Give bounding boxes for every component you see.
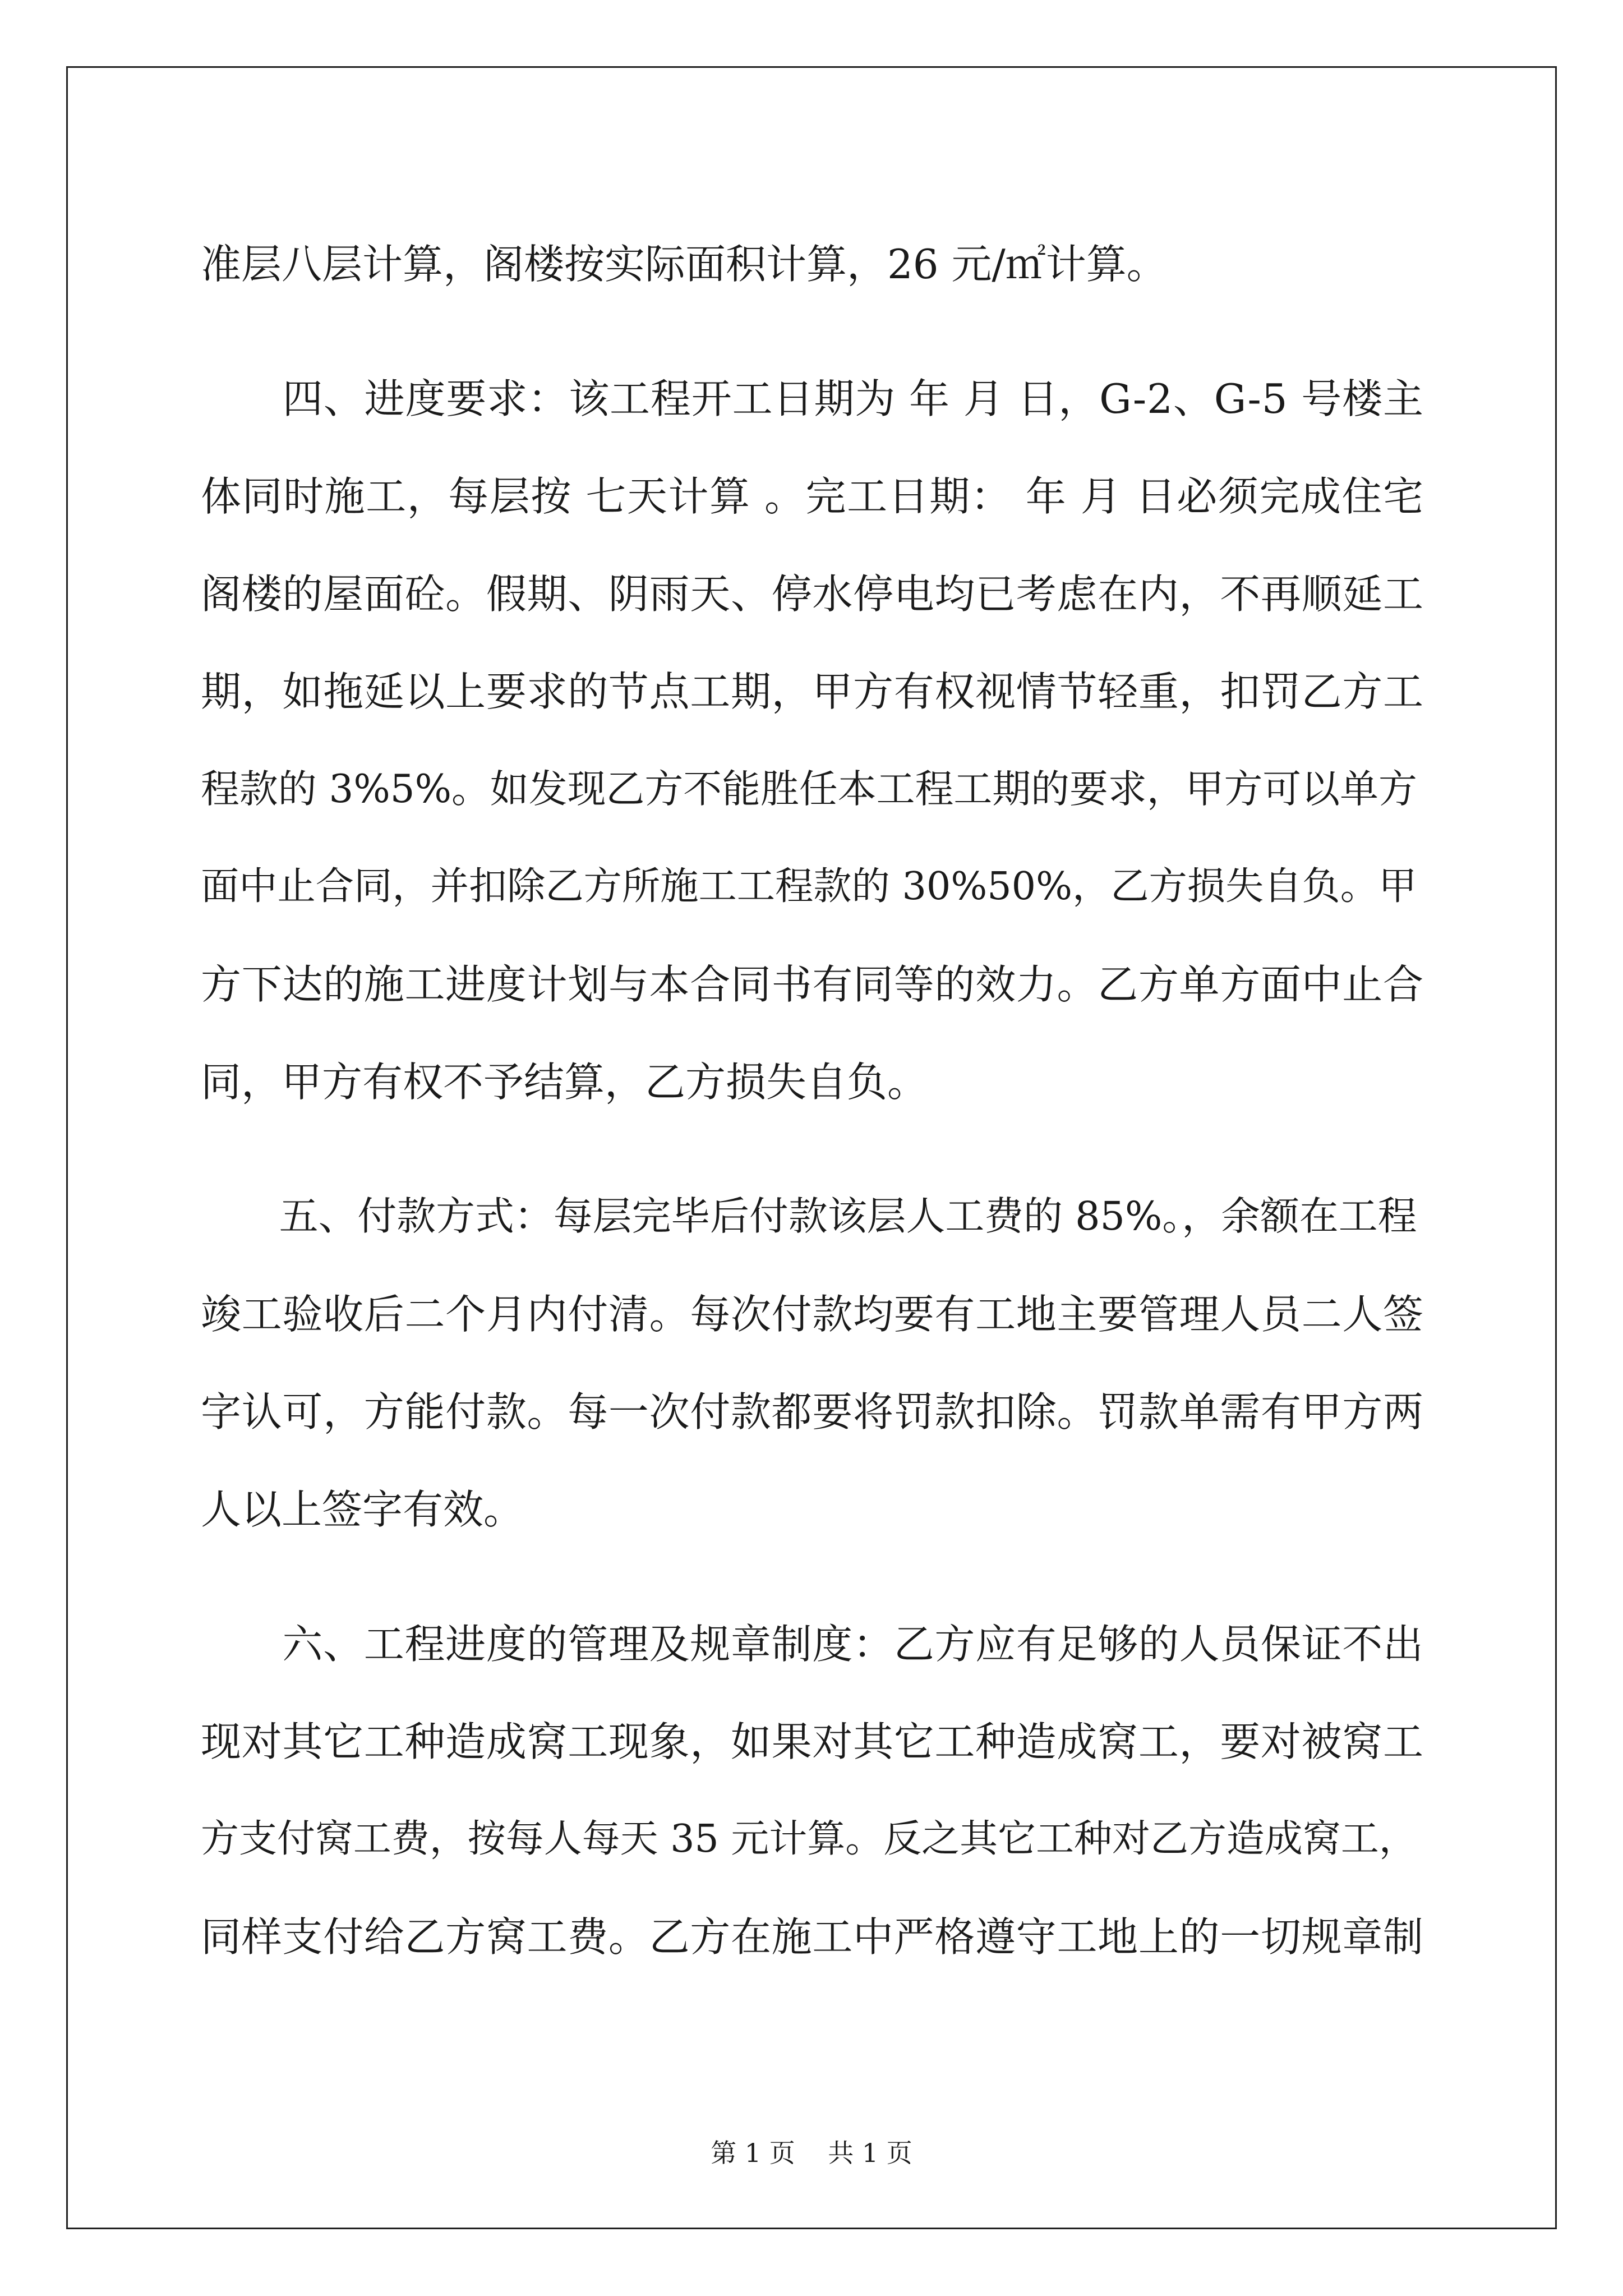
text-line: 阁楼的屋面砼。假期、阴雨天、停水停电均已考虑在内，不再顺延工	[201, 570, 1424, 618]
text-line: 人以上签字有效。	[201, 1486, 524, 1533]
text-line: 方支付窝工费，按每人每天 35 元计算。反之其它工种对乙方造成窝工，	[201, 1817, 1417, 1861]
text-line: 六、工程进度的管理及规章制度：乙方应有足够的人员保证不出	[201, 1621, 1424, 1668]
text-line: 体同时施工，每层按 七天计算 。完工日期： 年 月 日必须完成住宅	[201, 473, 1424, 520]
text-line: 现对其它工种造成窝工现象，如果对其它工种造成窝工，要对被窝工	[201, 1718, 1424, 1765]
text-line: 方下达的施工进度计划与本合同书有同等的效力。乙方单方面中止合	[201, 961, 1424, 1008]
document-body	[201, 215, 1423, 1986]
text-line: 准层八层计算，阁楼按实际面积计算，26 元/㎡计算。	[201, 241, 1167, 288]
text-line: 期，如拖延以上要求的节点工期，甲方有权视情节轻重，扣罚乙方工	[201, 668, 1424, 715]
paragraph-gap	[201, 313, 1423, 350]
text-line: 五、付款方式：每层完毕后付款该层人工费的 85%。，余额在工程	[201, 1194, 1417, 1240]
text-line: 四、进度要求：该工程开工日期为 年 月 日，G-2、G-5 号楼主	[201, 375, 1424, 422]
paragraph-gap	[201, 1131, 1423, 1168]
text-line: 同，甲方有权不予结算，乙方损失自负。	[201, 1059, 928, 1106]
text-line: 同样支付给乙方窝工费。乙方在施工中严格遵守工地上的一切规章制	[201, 1913, 1424, 1961]
text-line: 字认可，方能付款。每一次付款都要将罚款扣除。罚款单需有甲方两	[201, 1388, 1424, 1435]
paragraph-gap	[201, 1558, 1423, 1595]
page-footer	[0, 2133, 1623, 2170]
text-line: 面中止合同，并扣除乙方所施工工程款的 30%50%，乙方损失自负。甲	[201, 864, 1417, 909]
text-line: 竣工验收后二个月内付清。每次付款均要有工地主要管理人员二人签	[201, 1291, 1424, 1338]
page-total: 共 1 页	[828, 2138, 912, 2168]
text-line: 程款的 3%5%。如发现乙方不能胜任本工程工期的要求，甲方可以单方	[201, 766, 1417, 812]
page-number: 第 1 页	[711, 2138, 795, 2168]
